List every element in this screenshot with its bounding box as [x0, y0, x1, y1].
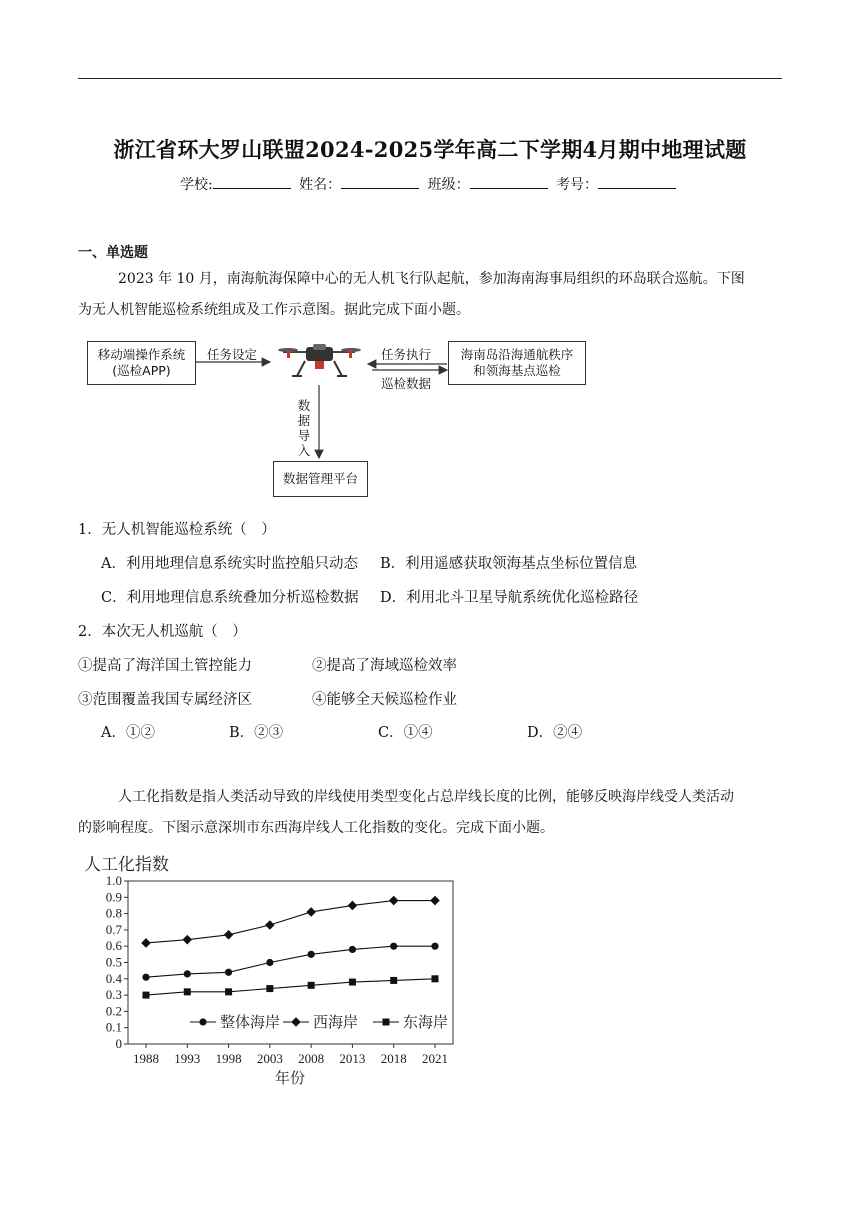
data-point-0-0 [142, 974, 149, 981]
x-tick-label: 2018 [380, 1051, 407, 1066]
q2-option-b[interactable]: B．②③ [229, 725, 284, 741]
y-tick-label: 0.9 [105, 889, 122, 905]
inspection-data-label: 巡检数据 [381, 376, 432, 391]
data-point-2-4 [308, 982, 315, 989]
data-point-0-3 [266, 959, 273, 966]
diagram-arrows [0, 0, 860, 520]
data-point-2-1 [184, 988, 191, 995]
data-point-1-3 [265, 920, 275, 930]
q2-option-c[interactable]: C．①④ [378, 725, 433, 741]
y-tick-label: 0.6 [105, 938, 122, 954]
data-point-2-2 [225, 988, 232, 995]
data-point-0-7 [431, 943, 438, 950]
data-point-1-2 [224, 930, 234, 940]
passage-1-line-1: 2023 年 10 月，南海航海保障中心的无人机飞行队起航，参加海南海事局组织的环岛联合巡航。下图 [118, 271, 745, 287]
school-label: 学校: [179, 177, 213, 193]
legend-label-1: 西海岸 [313, 1015, 359, 1031]
y-tick-label: 0.4 [105, 970, 122, 986]
data-import-char-4: 入 [297, 443, 311, 458]
hainan-box-line-1: 海南岛沿海通航秩序 [460, 347, 574, 362]
x-tick-label: 1988 [133, 1051, 159, 1066]
q2-option-d[interactable]: D．②④ [527, 725, 583, 741]
data-point-0-5 [349, 946, 356, 953]
question-2-stem: 2．本次无人机巡航（ ） [78, 624, 247, 640]
data-point-2-0 [143, 992, 150, 999]
section-title: 一、单选题 [78, 245, 148, 261]
y-tick-label: 0.3 [105, 987, 122, 1003]
x-tick-label: 2013 [339, 1051, 366, 1066]
x-tick-label: 2003 [256, 1051, 283, 1066]
x-tick-label: 1998 [215, 1051, 242, 1066]
drone-icon [278, 344, 361, 376]
legend-label-0: 整体海岸 [220, 1015, 281, 1031]
hainan-box-line-2: 和领海基点巡检 [473, 363, 561, 378]
data-point-0-1 [184, 970, 191, 977]
class-label: 班级： [427, 177, 470, 193]
data-point-1-6 [389, 896, 399, 906]
y-tick-label: 0.1 [105, 1019, 122, 1035]
data-point-2-3 [266, 985, 273, 992]
legend-marker-2 [383, 1019, 390, 1026]
data-import-char-3: 导 [297, 428, 311, 443]
q1-option-b[interactable]: B．利用遥感获取领海基点坐标位置信息 [380, 556, 638, 572]
x-tick-label: 2021 [422, 1051, 448, 1066]
data-import-char-2: 据 [297, 413, 311, 428]
mobile-app-box-line-1: 移动端操作系统 [97, 347, 186, 362]
task-setting-label: 任务设定 [207, 347, 258, 362]
chart-ylabel: 人工化指数 [84, 855, 169, 874]
q2-statement-1: ①提高了海洋国土管控能力 [78, 658, 252, 674]
q1-option-a[interactable]: A．利用地理信息系统实时监控船只动态 [101, 556, 358, 572]
data-import-char-1: 数 [297, 398, 311, 413]
passage-2-line-2: 的影响程度。下图示意深圳市东西海岸线人工化指数的变化。完成下面小题。 [78, 820, 554, 836]
q2-statement-4: ④能够全天候巡检作业 [312, 692, 457, 708]
y-tick-label: 0.2 [105, 1003, 122, 1019]
data-point-1-1 [182, 935, 192, 945]
data-point-0-6 [390, 943, 397, 950]
name-label: 姓名： [299, 177, 342, 193]
y-tick-label: 1.0 [105, 873, 122, 888]
data-point-1-5 [348, 901, 358, 911]
mobile-app-box-line-2: (巡检APP) [112, 363, 171, 378]
data-point-2-5 [349, 979, 356, 986]
exam-number-label: 考号： [556, 177, 599, 193]
y-tick-label: 0.5 [105, 954, 122, 970]
y-tick-label: 0 [115, 1036, 122, 1051]
data-point-2-7 [432, 975, 439, 982]
q2-statement-3: ③范围覆盖我国专属经济区 [78, 692, 252, 708]
data-point-1-4 [306, 907, 316, 917]
x-tick-label: 2008 [298, 1051, 325, 1066]
data-point-0-2 [225, 969, 232, 976]
page-title: 浙江省环大罗山联盟2024-2025学年高二下学期4月期中地理试题 [113, 137, 747, 162]
artificial-index-chart [70, 848, 470, 1088]
x-tick-label: 1993 [174, 1051, 201, 1066]
legend-marker-0 [199, 1018, 206, 1025]
data-point-1-7 [430, 896, 440, 906]
data-platform-label: 数据管理平台 [282, 471, 358, 486]
passage-1-line-2: 为无人机智能巡检系统组成及工作示意图。据此完成下面小题。 [78, 302, 470, 318]
passage-2 [78, 782, 784, 844]
y-tick-label: 0.8 [105, 905, 122, 921]
q1-option-c[interactable]: C．利用地理信息系统叠加分析巡检数据 [101, 590, 359, 606]
data-point-0-4 [308, 951, 315, 958]
data-point-2-6 [390, 977, 397, 984]
legend-label-2: 东海岸 [403, 1015, 449, 1031]
y-tick-label: 0.7 [105, 921, 122, 937]
question-1-stem: 1．无人机智能巡检系统（ ） [78, 522, 276, 538]
legend-marker-1 [291, 1017, 301, 1027]
passage-2-line-1: 人工化指数是指人类活动导致的岸线使用类型变化占总岸线长度的比例，能够反映海岸线受人类活动 [118, 789, 734, 805]
series-line-1 [146, 901, 435, 943]
chart-xlabel: 年份 [274, 1071, 306, 1087]
q2-statement-2: ②提高了海域巡检效率 [312, 658, 457, 674]
q1-option-d[interactable]: D．利用北斗卫星导航系统优化巡检路径 [380, 590, 639, 606]
q2-option-a[interactable]: A．①② [101, 725, 155, 741]
task-exec-label: 任务执行 [381, 347, 432, 362]
data-point-1-0 [141, 938, 151, 948]
